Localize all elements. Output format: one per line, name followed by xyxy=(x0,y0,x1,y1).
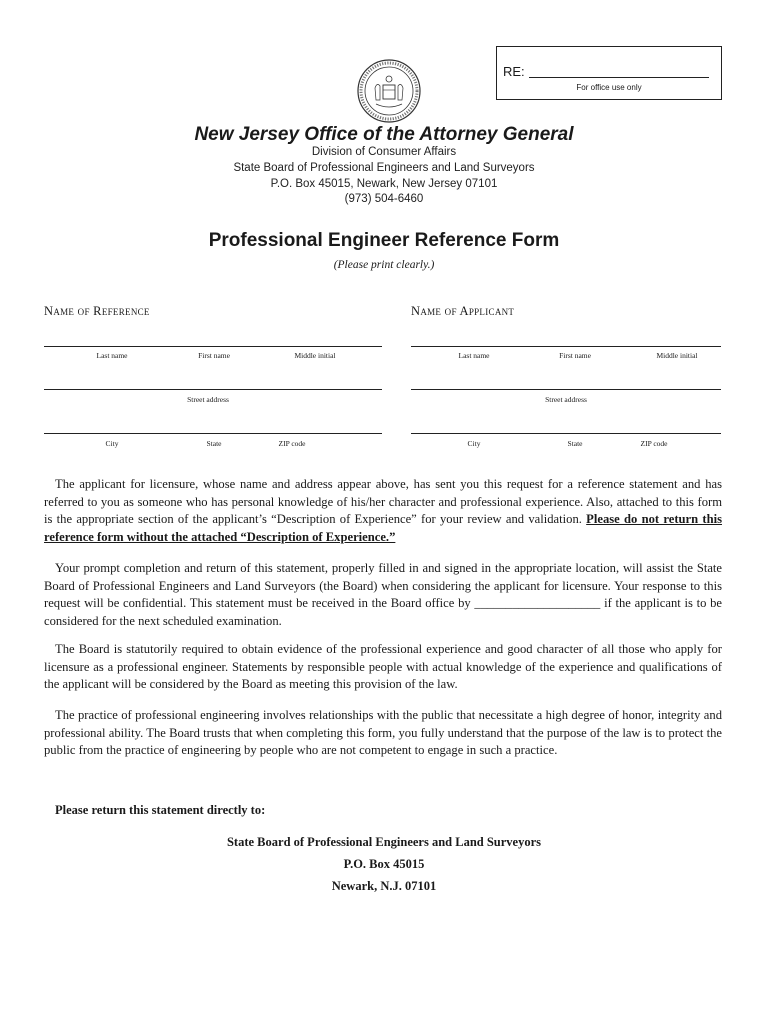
form-title: Professional Engineer Reference Form xyxy=(208,230,560,251)
board-phone: (973) 504-6460 xyxy=(344,193,424,205)
board-name: State Board of Professional Engineers and Land Surveyors xyxy=(233,162,535,174)
applicant-zip-label: ZIP code xyxy=(640,439,668,448)
re-label: RE: xyxy=(503,64,525,79)
reference-street-label: Street address xyxy=(187,395,229,404)
applicant-name-field[interactable] xyxy=(411,346,721,347)
reference-last-name-label: Last name xyxy=(96,351,128,360)
return-line-3: Newark, N.J. 07101 xyxy=(331,879,437,893)
division-name: Division of Consumer Affairs xyxy=(311,146,457,158)
applicant-heading: Name of Applicant xyxy=(411,304,515,318)
intro-paragraph xyxy=(44,476,722,546)
board-address: P.O. Box 45015, Newark, New Jersey 07101 xyxy=(270,178,498,190)
applicant-city-label: City xyxy=(467,439,481,448)
return-line-2: P.O. Box 45015 xyxy=(343,857,425,871)
confidentiality-end: if the applicant is to be considered for the next scheduled examination. xyxy=(44,596,723,628)
applicant-city-field[interactable] xyxy=(411,433,721,434)
reference-heading: Name of Reference xyxy=(44,304,150,318)
reference-street-field[interactable] xyxy=(44,389,382,390)
return-line-1: State Board of Professional Engineers and Land Surveyors xyxy=(226,835,542,849)
deadline-blank[interactable]: ____________________ xyxy=(474,596,601,610)
intro-emphasis: Please do not return this reference form without the attached “Description of Experience.” xyxy=(44,512,722,544)
reference-name-field[interactable] xyxy=(44,346,382,347)
statutory-paragraph: The Board is statutorily required to obtain evidence of the professional experience and good character of all those who apply for licensure as a professional engineer. Statements by responsible people with actual knowledge of the experience and qualifications of the applicant will be considered by the Board as meeting this provision of the law. xyxy=(44,642,722,691)
reference-first-name-label: First name xyxy=(198,351,230,360)
reference-city-field[interactable] xyxy=(44,433,382,434)
re-field[interactable] xyxy=(529,77,709,78)
applicant-state-label: State xyxy=(567,439,583,448)
applicant-last-name-label: Last name xyxy=(458,351,490,360)
reference-city-label: City xyxy=(105,439,119,448)
state-seal xyxy=(356,58,422,124)
intro-text: The applicant for licensure, whose name and address appear above, has sent you this request for a reference statement and has referred to you as someone who has personal knowledge of his/her character and professional experience. Also, attached to this form is the appropriate section of the applicant’s “Description of Experience” for your review and validation. xyxy=(44,477,722,526)
applicant-street-label: Street address xyxy=(545,395,587,404)
reference-middle-initial-label: Middle initial xyxy=(294,351,336,360)
confidentiality-paragraph xyxy=(44,560,722,630)
office-use-note: For office use only xyxy=(576,83,642,92)
return-label: Please return this statement directly to: xyxy=(55,803,266,817)
practice-paragraph: The practice of professional engineering involves relationships with the public that necessitate a high degree of honor, integrity and professional ability. The Board trusts that when completing this form, you fully understand that the purpose of the law is to protect the public from the practice of engineering by people who are not competent to engage in such a practice. xyxy=(44,708,722,757)
confidentiality-text: Your prompt completion and return of this statement, properly filled in and signed in the appropriate location, will assist the State Board of Professional Engineers and Land Surveyors (the Board) when considering the applicant for licensure. Your response to this request will be confidential. This statement must be received in the Board office by xyxy=(44,561,722,610)
applicant-middle-initial-label: Middle initial xyxy=(656,351,698,360)
office-use-box xyxy=(496,46,722,100)
applicant-street-field[interactable] xyxy=(411,389,721,390)
applicant-first-name-label: First name xyxy=(559,351,591,360)
seal-icon xyxy=(356,58,422,124)
reference-state-label: State xyxy=(206,439,222,448)
reference-zip-label: ZIP code xyxy=(278,439,306,448)
agency-name: New Jersey Office of the Attorney General xyxy=(194,124,574,145)
form-subtitle: (Please print clearly.) xyxy=(333,259,435,271)
